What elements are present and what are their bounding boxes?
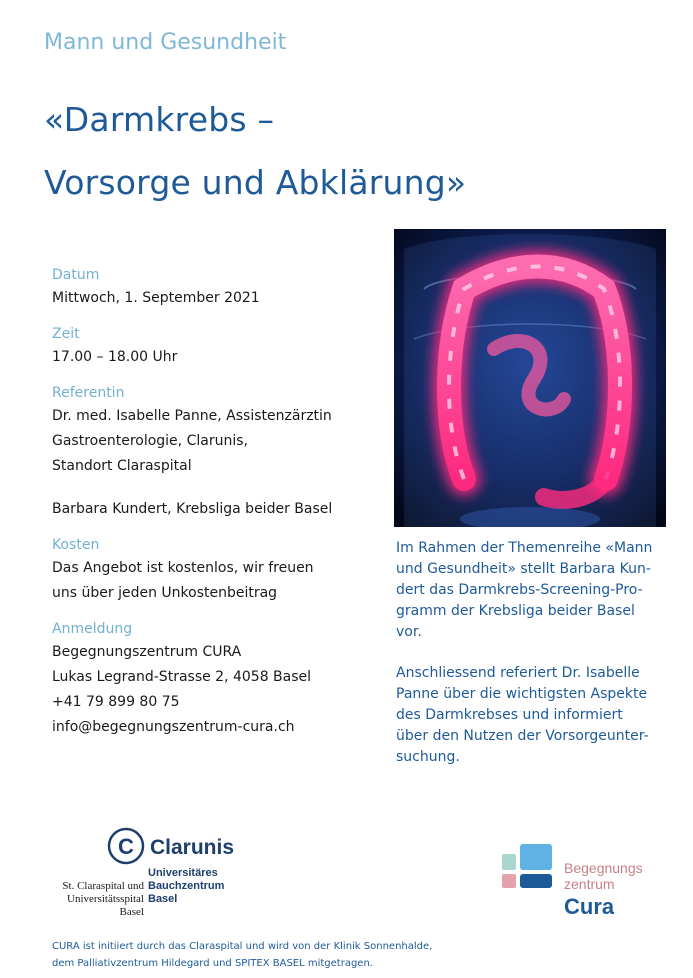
footer-note: [52, 938, 672, 972]
registration-label: Anmeldung: [52, 621, 133, 637]
event-description: [396, 538, 676, 788]
description-line: Panne über die wichtigsten Aspekte: [396, 686, 648, 702]
description-paragraph-1: [396, 538, 676, 643]
description-line: gramm der Krebsliga beider Basel: [396, 603, 635, 619]
clarunis-right-line: Universitäres: [148, 867, 218, 879]
clarunis-name: Clarunis: [150, 836, 235, 859]
description-line: vor.: [396, 624, 422, 640]
svg-text:C: C: [118, 834, 134, 859]
registration-phone: +41 79 899 80 75: [52, 694, 180, 710]
clarunis-right-line: Bauchzentrum: [148, 880, 225, 892]
description-paragraph-2: [396, 663, 676, 768]
description-line: suchung.: [396, 749, 460, 765]
clarunis-left-line: Universitätsspital: [67, 893, 144, 905]
event-title-line1: «Darmkrebs –: [44, 100, 275, 139]
speaker-label: Referentin: [52, 385, 125, 401]
clarunis-right-line: Basel: [148, 893, 178, 905]
cura-mark-blue: [520, 844, 552, 870]
clarunis-logo: [48, 826, 268, 922]
cost-line: uns über jeden Unkostenbeitrag: [52, 585, 278, 601]
speaker1-line: Standort Claraspital: [52, 458, 192, 474]
description-line: des Darmkrebses und informiert: [396, 707, 623, 723]
date-value: Mittwoch, 1. September 2021: [52, 290, 260, 306]
cura-line2: zentrum: [564, 876, 615, 892]
speaker1-line: Gastroenterologie, Clarunis,: [52, 433, 248, 449]
time-label: Zeit: [52, 326, 80, 342]
cura-mark-teal: [502, 854, 516, 870]
registration-email[interactable]: info@begegnungszentrum-cura.ch: [52, 719, 295, 735]
cura-mark-navy: [520, 874, 552, 888]
registration-name: Begegnungszentrum CURA: [52, 644, 242, 660]
description-line: Im Rahmen der Themenreihe «Mann: [396, 540, 653, 556]
registration-address: Lukas Legrand-Strasse 2, 4058 Basel: [52, 669, 312, 685]
footer-line2: dem Palliativzentrum Hildegard und SPITEX BASEL mitgetragen.: [52, 958, 373, 969]
date-label: Datum: [52, 267, 100, 283]
description-line: dert das Darmkrebs-Screening-Pro-: [396, 582, 643, 598]
speaker1-line: Dr. med. Isabelle Panne, Assistenzärztin: [52, 408, 332, 424]
description-line: und Gesundheit» stellt Barbara Kun-: [396, 561, 651, 577]
clarunis-left-line: St. Claraspital und: [62, 880, 144, 892]
cost-label: Kosten: [52, 537, 100, 553]
series-title: Mann und Gesundheit: [44, 30, 287, 55]
cura-logo: [498, 842, 668, 922]
colon-illustration-image: [394, 229, 666, 527]
event-title-line2: Vorsorge und Abklärung»: [44, 163, 467, 202]
clarunis-left-line: Basel: [119, 906, 144, 918]
event-info: [52, 264, 382, 740]
time-value: 17.00 – 18.00 Uhr: [52, 349, 178, 365]
cost-line: Das Angebot ist kostenlos, wir freuen: [52, 560, 314, 576]
cura-mark-pink: [502, 874, 516, 888]
description-line: über den Nutzen der Vorsorgeunter-: [396, 728, 649, 744]
speaker2: Barbara Kundert, Krebsliga beider Basel: [52, 501, 333, 517]
cura-line1: Begegnungs: [564, 860, 643, 876]
description-line: Anschliessend referiert Dr. Isabelle: [396, 665, 640, 681]
footer-line1: CURA ist initiiert durch das Claraspital und wird von der Klinik Sonnenhalde,: [52, 941, 433, 952]
cura-line3: Cura: [564, 894, 615, 919]
